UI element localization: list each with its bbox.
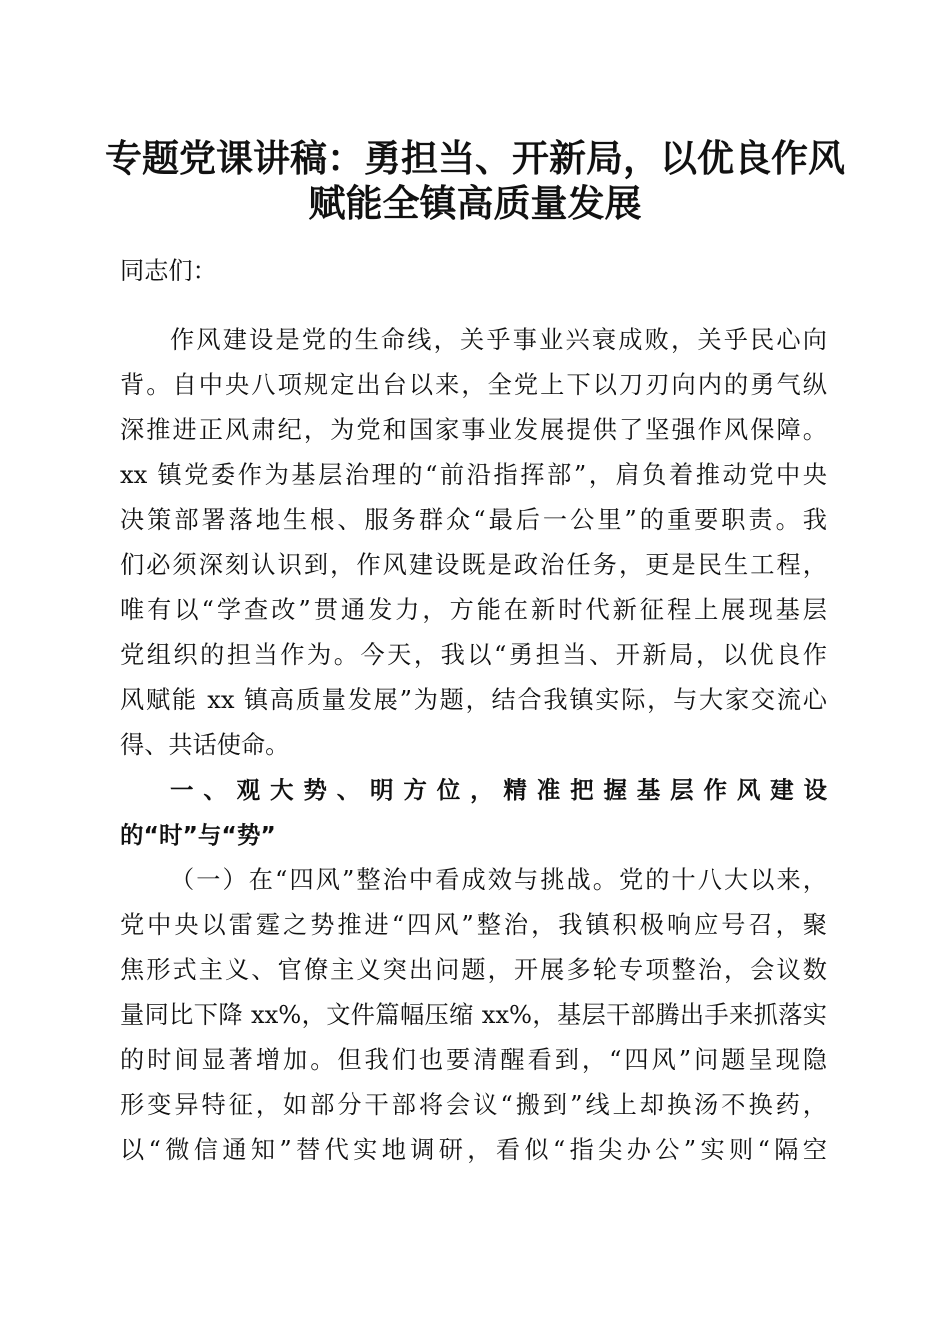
intro-line: 风赋能 xx 镇高质量发展”为题，结合我镇实际，与大家交流心 xyxy=(120,686,827,714)
section-body-line: （一）在“四风”整治中看成效与挑战。党的十八大以来， xyxy=(170,866,827,894)
section-heading-line: 的“时”与“势” xyxy=(120,821,276,849)
intro-line: 深推进正风肃纪，为党和国家事业发展提供了坚强作风保障。 xyxy=(120,416,827,444)
intro-line: 得、共话使命。 xyxy=(120,731,290,759)
intro-line: 唯有以“学查改”贯通发力，方能在新时代新征程上展现基层 xyxy=(120,596,827,624)
section-heading-line: 一、观大势、明方位，精准把握基层作风建设 xyxy=(170,776,827,804)
section-body-line: 焦形式主义、官僚主义突出问题，开展多轮专项整治，会议数 xyxy=(120,956,827,984)
section-body-line: 党中央以雷霆之势推进“四风”整治，我镇积极响应号召，聚 xyxy=(120,911,827,939)
salutation: 同志们： xyxy=(120,257,217,285)
intro-line: 们必须深刻认识到，作风建设既是政治任务，更是民生工程， xyxy=(120,551,827,579)
section-body-line: 量同比下降 xx%，文件篇幅压缩 xx%，基层干部腾出手来抓落实 xyxy=(120,1001,827,1029)
intro-line: xx 镇党委作为基层治理的“前沿指挥部”，肩负着推动党中央 xyxy=(120,461,827,489)
document-title-line-1: 专题党课讲稿：勇担当、开新局，以优良作风 xyxy=(105,136,845,180)
document-title-line-2: 赋能全镇高质量发展 xyxy=(308,181,642,225)
section-body-line: 以“微信通知”替代实地调研，看似“指尖办公”实则“隔空 xyxy=(120,1136,827,1164)
section-body-line: 形变异特征，如部分干部将会议“搬到”线上却换汤不换药， xyxy=(120,1091,827,1119)
intro-line: 作风建设是党的生命线，关乎事业兴衰成败，关乎民心向 xyxy=(170,326,827,354)
intro-line: 决策部署落地生根、服务群众“最后一公里”的重要职责。我 xyxy=(120,506,827,534)
intro-line: 党组织的担当作为。今天，我以“勇担当、开新局，以优良作 xyxy=(120,641,827,669)
section-body-line: 的时间显著增加。但我们也要清醒看到，“四风”问题呈现隐 xyxy=(120,1046,827,1074)
intro-line: 背。自中央八项规定出台以来，全党上下以刀刃向内的勇气纵 xyxy=(120,371,827,399)
